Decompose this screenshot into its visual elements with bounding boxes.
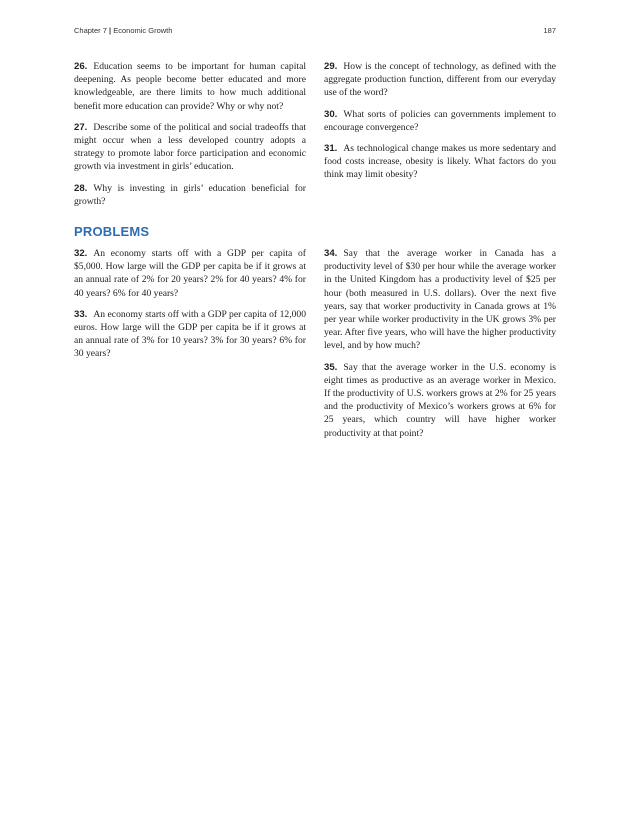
problems-left-column [74,247,306,369]
problem-number: 33. [74,308,88,320]
question-number: 26. [74,61,88,72]
question-text: As technological change makes us more sedentary and food costs increase, obesity is likely. What factors do you think may limit obesity? [324,143,556,181]
problem-33 [74,308,306,361]
running-head [74,26,172,35]
chapter-title: Economic Growth [113,26,173,35]
question-text: What sorts of policies can governments implement to encourage convergence? [324,108,556,133]
question-number: 28. [74,182,88,194]
page-number: 187 [543,26,556,35]
question-29 [324,60,556,100]
problem-number: 35. [324,361,338,373]
problem-text: An economy starts off with a GDP per capita of $5,000. How large will the GDP per capita be if it grows at an annual rate of 2% for 20 years? 2% for 40 years? 4% for 40 years? 6% for 40 years? [74,248,306,299]
question-26 [74,60,306,113]
problem-number: 32. [74,248,88,259]
question-31 [324,142,556,182]
problem-34 [324,247,556,353]
problems-right-column [324,247,556,448]
problem-text: Say that the average worker in the U.S. economy is eight times as productive as an average worker in Mexico. If the productivity of U.S. workers grows at 2% for 25 years and the productivity of Mexico’s workers grows at 6% for 25 years, which country will have higher worker productivity at that point? [324,361,556,439]
question-text: Education seems to be important for human capital deepening. As people become better educated and more knowledgeable, are there limits to how much additional benefit more education can provide? Why or why not? [74,61,306,112]
review-questions-right-column [324,60,556,190]
question-number: 27. [74,121,88,133]
question-number: 31. [324,143,338,155]
question-number: 30. [324,108,338,120]
chapter-label: Chapter 7 [74,26,107,35]
question-27 [74,121,306,174]
problem-32 [74,247,306,300]
question-number: 29. [324,61,338,72]
question-text: How is the concept of technology, as defined with the aggregate production function, different from our everyday use of the word? [324,61,556,99]
question-28 [74,182,306,208]
question-30 [324,108,556,134]
header-separator: | [109,26,112,35]
problem-number: 34. [324,248,338,259]
review-questions-left-column [74,60,306,216]
problem-text: Say that the average worker in Canada has a productivity level of $30 per hour while the average worker in the United Kingdom has a productivity level of $25 per hour (both measured in U.S. dollars). Over the next five years, say that worker productivity in Canada grows at 1% per year while worker productivity in the UK grows 3% per year. After five years, who will have the higher productivity level, and by how much? [324,248,556,352]
question-text: Why is investing in girls’ education beneficial for growth? [74,182,306,207]
problems-heading: PROBLEMS [74,224,150,239]
problem-text: An economy starts off with a GDP per capita of 12,000 euros. How large will the GDP per capita be if it grows at an annual rate of 3% for 10 years? 3% for 30 years? 6% for 30 years? [74,308,306,360]
problem-35 [324,361,556,440]
question-text: Describe some of the political and social tradeoffs that might occur when a less developed country adopts a strategy to promote labor force participation and economic growth via investment in girls’ education. [74,121,306,173]
